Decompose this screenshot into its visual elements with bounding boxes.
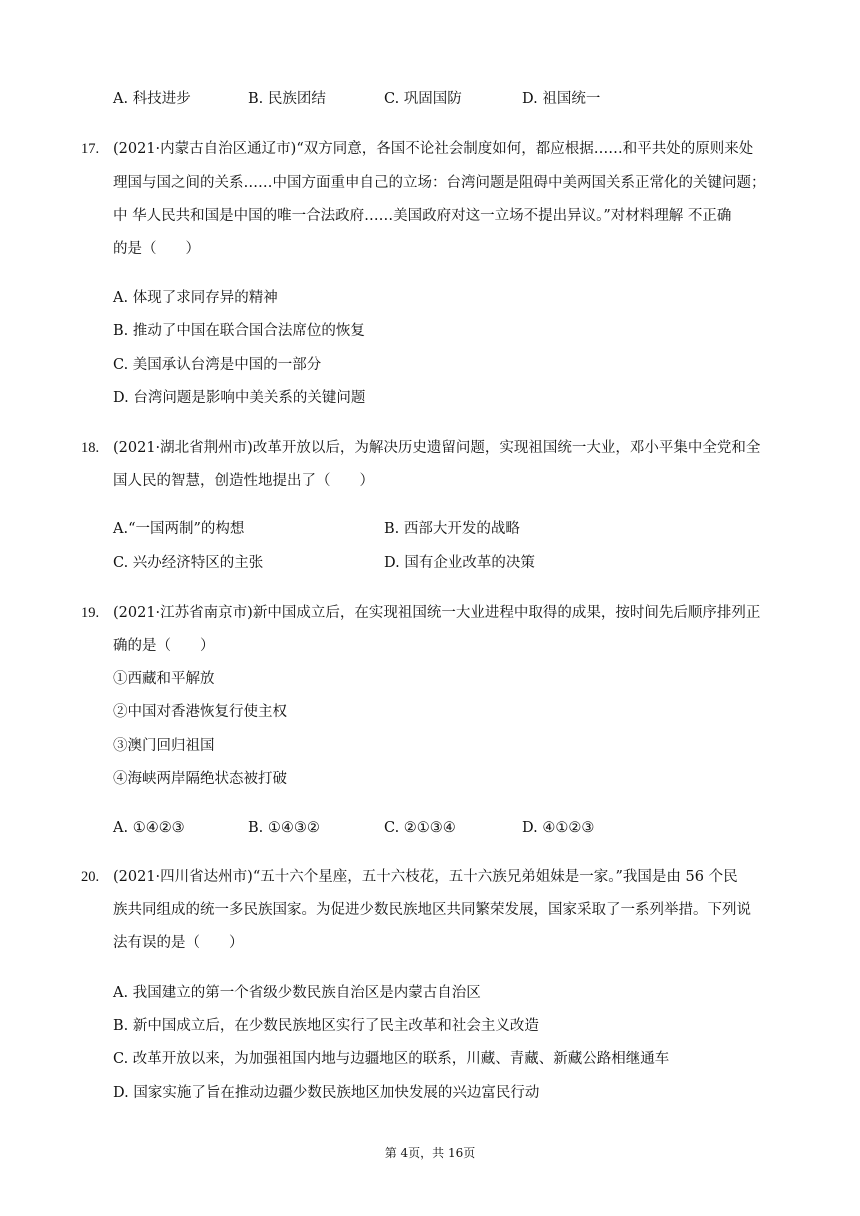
q19-item-1: ①西藏和平解放 xyxy=(113,671,215,687)
q19-option-a: A. ①④②③ xyxy=(113,820,185,836)
q20-option-b: B. 新中国成立后，在少数民族地区实行了民主改革和社会主义改造 xyxy=(113,1018,539,1034)
q18-stem-line-2: 国人民的智慧，创造性地提出了（ ） xyxy=(113,473,374,489)
q18-stem-line-1: (2021·湖北省荆州市)改革开放以后，为解决历史遗留问题，实现祖国统一大业，邓小平集中全党和全 xyxy=(113,440,761,456)
q19-item-3: ③澳门回归祖国 xyxy=(113,738,215,754)
q17-option-b: B. 推动了中国在联合国合法席位的恢复 xyxy=(113,323,365,339)
q19-number: 19. xyxy=(81,605,100,621)
q18-options-row-2 xyxy=(113,553,813,573)
q19-option-b: B. ①④③② xyxy=(248,820,320,836)
q18-option-c: C. 兴办经济特区的主张 xyxy=(113,555,264,571)
q16-option-d: D. 祖国统一 xyxy=(522,91,601,107)
q17-stem-line-1: (2021·内蒙古自治区通辽市)“双方同意，各国不论社会制度如何，都应根据……和平共处的原则来处 xyxy=(113,141,754,157)
q19-stem-line-2: 确的是（ ） xyxy=(113,638,215,654)
q18-option-d: D. 国有企业改革的决策 xyxy=(384,555,535,571)
q16-option-a: A. 科技进步 xyxy=(113,91,191,107)
q16-option-b: B. 民族团结 xyxy=(248,91,326,107)
q16-options xyxy=(113,89,813,109)
q20-stem-line-2: 族共同组成的统一多民族国家。为促进少数民族地区共同繁荣发展，国家采取了一系列举措。下列说 xyxy=(113,902,751,918)
q20-number: 20. xyxy=(81,869,100,885)
q19-stem-line-1: (2021·江苏省南京市)新中国成立后，在实现祖国统一大业进程中取得的成果，按时间先后顺序排列正 xyxy=(113,605,761,621)
q16-option-c: C. 巩固国防 xyxy=(384,91,462,107)
q19-item-4: ④海峡两岸隔绝状态被打破 xyxy=(113,771,287,787)
q17-option-c: C. 美国承认台湾是中国的一部分 xyxy=(113,357,322,373)
q17-option-a: A. 体现了求同存异的精神 xyxy=(113,290,278,306)
q19-option-c: C. ②①③④ xyxy=(384,820,456,836)
q19-option-d: D. ④①②③ xyxy=(522,820,595,836)
q17-stem-line-2: 理国与国之间的关系……中国方面重申自己的立场：台湾问题是阻碍中美两国关系正常化的关键问题； xyxy=(113,175,766,191)
q19-options xyxy=(113,818,813,838)
q19-item-2: ②中国对香港恢复行使主权 xyxy=(113,704,287,720)
q18-options-row-1 xyxy=(113,519,813,539)
q20-option-c: C. 改革开放以来，为加强祖国内地与边疆地区的联系，川藏、青藏、新藏公路相继通车 xyxy=(113,1051,670,1067)
q20-stem-line-1: (2021·四川省达州市)“五十六个星座，五十六枝花，五十六族兄弟姐妹是一家。”我国是由 56 个民 xyxy=(113,869,738,885)
q20-option-d: D. 国家实施了旨在推动边疆少数民族地区加快发展的兴边富民行动 xyxy=(113,1085,540,1101)
q20-stem-line-3: 法有误的是（ ） xyxy=(113,935,244,951)
q17-stem-line-3: 中 华人民共和国是中国的唯一合法政府……美国政府对这一立场不提出异议。”对材料理解 不正确 xyxy=(113,208,732,224)
q17-option-d: D. 台湾问题是影响中美关系的关键问题 xyxy=(113,390,366,406)
page-footer: 第 4页，共 16页 xyxy=(384,1146,476,1160)
q17-stem-line-4: 的是（ ） xyxy=(113,241,200,257)
q20-option-a: A. 我国建立的第一个省级少数民族自治区是内蒙古自治区 xyxy=(113,985,481,1001)
q17-number: 17. xyxy=(81,141,100,157)
q18-option-b: B. 西部大开发的战略 xyxy=(384,521,520,537)
q18-number: 18. xyxy=(81,440,100,456)
q18-option-a: A.“一国两制”的构想 xyxy=(113,521,245,537)
